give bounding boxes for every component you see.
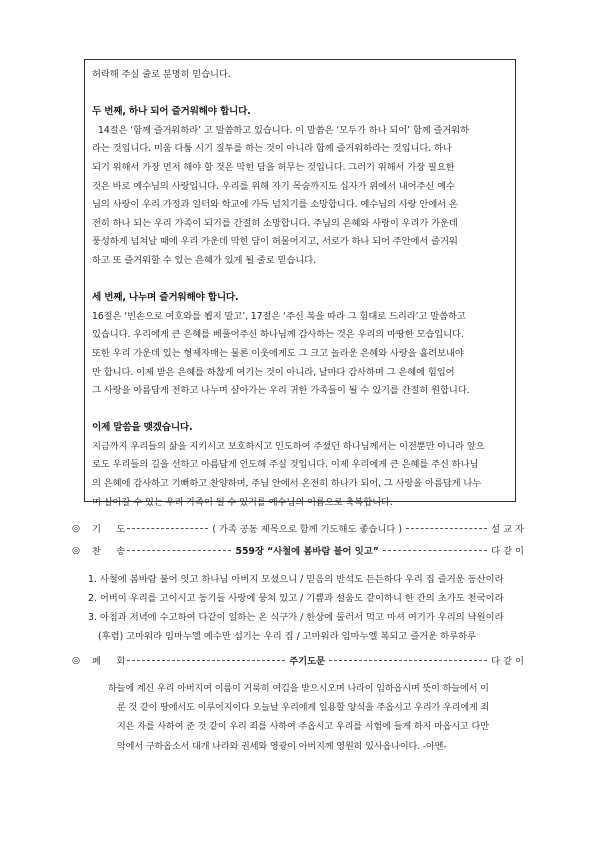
order-hymn-label: 찬 송 xyxy=(92,546,126,557)
closing-line: 로도 우리들의 길을 선하고 아름답게 인도해 주실 것입니다. 이제 우리에게 큰 은혜를 주신 하나님 xyxy=(92,459,479,471)
order-closing-title: 주기도문 xyxy=(289,656,326,667)
section3-line: 그 사랑을 아름답게 전하고 나누며 살아가는 우리 귀한 가족들이 될 수 있기를 간절히 원합니다. xyxy=(92,385,470,397)
order-prayer-note: ( 가족 공동 제목으로 함께 기도해도 좋습니다 ) xyxy=(212,524,402,535)
section2-line: 님의 사랑이 우리 가정과 일터와 학교에 가득 넘치기를 소망합니다. 예수님의 사랑 안에서 온 xyxy=(92,199,458,211)
leader-line xyxy=(125,653,489,667)
order-hymn-title: 559장 “사철에 봄바람 불어 잇고” xyxy=(235,546,379,557)
lords-prayer-line: 하늘에 계신 우리 아버지여 이름이 거룩히 여김을 받으시오며 나라이 임하옵시며 뜻이 하늘에서 이 xyxy=(108,684,489,694)
section2-line: 풍성하게 넘쳐날 때에 우리 가운데 막힌 담이 허물어지고, 서로가 하나 되어 주안에서 즐거워 xyxy=(92,236,458,248)
order-prayer-row xyxy=(72,520,524,536)
lords-prayer xyxy=(108,680,520,757)
closing-line: 의 은혜에 감사하고 기뻐하고 찬양하며, 주님 안에서 온전히 하나가 되어, 그 사랑을 아름답게 나누 xyxy=(92,478,482,490)
order-closing-leader: 다 같 이 xyxy=(491,656,524,667)
order-bullet: ◎ xyxy=(72,544,81,556)
hymn-lyrics xyxy=(88,570,528,646)
section2-line: 하고 또 즐거워할 수 있는 은혜가 있게 될 줄로 믿습니다. xyxy=(92,254,316,266)
order-hymn-leader: 다 같 이 xyxy=(491,546,524,557)
leader-line xyxy=(125,543,489,557)
hymn-verse: 1. 사철에 봄바람 불어 잇고 하나님 아버지 모셨으니 / 믿음의 반석도 든든하다 우리 집 즐거운 동산이라 xyxy=(88,574,504,585)
section3-line: 16절은 ‘빈손으로 여호와를 뵙지 말고’, 17절은 ‘주신 복을 따라 그 힘대로 드리라’고 말씀하고 xyxy=(92,310,466,322)
lords-prayer-line: 악에서 구하옵소서 대개 나라와 권세와 영광이 아버지께 영원히 있사옵나이다. -아멘- xyxy=(117,741,447,752)
section3-line: 또한 우리 가운데 있는 형제자매는 물론 이웃에게도 그 크고 놀라운 은혜와 사랑을 흘려보내야 xyxy=(92,347,464,359)
closing-heading: 이제 말씀을 맺겠습니다. xyxy=(92,422,193,434)
order-hymn-row xyxy=(72,542,524,558)
sermon-box xyxy=(84,59,516,508)
section3-heading: 세 번째, 나누며 즐거워해야 합니다. xyxy=(92,292,239,304)
sermon-intro-tail: 허락해 주실 줄로 분명히 믿습니다. xyxy=(92,69,231,80)
lords-prayer-line: 지은 자를 사하여 준 것 같이 우리 죄를 사하여 주옵시고 우리를 시험에 들게 하지 마옵시고 다만 xyxy=(117,722,489,733)
order-bullet: ◎ xyxy=(72,522,81,534)
section2-line: 전히 하나 되는 우리 가족이 되기를 간절히 소망합니다. 주님의 은혜와 사랑이 우리가 가운데 xyxy=(92,217,458,229)
order-closing-label: 폐 회 xyxy=(92,656,126,667)
section2-line: 되기 위해서 가장 먼저 해야 할 것은 막힌 담을 허무는 것입니다. 그러기 위해서 가장 필요한 xyxy=(92,161,455,173)
closing-line: 며 살아갈 수 있는 우리 가족이 될 수 있기를 예수님의 이름으로 축복합니다. xyxy=(92,496,393,508)
hymn-verse: 2. 어버이 우리를 고이시고 동기들 사랑에 뭉쳐 있고 / 기쁨과 설움도 같이하니 한 간의 초가도 천국이라 xyxy=(88,593,504,604)
order-prayer-leader: 설 교 자 xyxy=(491,524,524,535)
section3-line: 만 합니다. 이제 받은 은혜를 하찮게 여기는 것이 아니라, 날마다 감사하며 그 은혜에 힘입어 xyxy=(92,366,455,378)
order-prayer-label: 기 도 xyxy=(92,524,126,535)
leader-line xyxy=(125,521,489,535)
section2-line: 14절은 ‘함께 즐거워하라’ 고 말씀하고 있습니다. 이 말씀은 ‘모두가 하나 되어’ 함께 즐거워하 xyxy=(98,124,469,136)
order-bullet: ◎ xyxy=(72,654,81,666)
order-closing-row xyxy=(72,652,524,668)
lords-prayer-line: 룬 것 같이 땅에서도 이루어지이다 오늘날 우리에게 일용할 양식을 주옵시고 우리가 우리에게 죄 xyxy=(117,703,490,714)
hymn-verse: 3. 아침과 저녁에 수고하여 다같이 일하는 온 식구가 / 한상에 둘러서 먹고 마셔 여기가 우리의 낙원이라 xyxy=(88,612,504,623)
section2-line: 라는 것입니다. 미움 다툼 시기 질투를 하는 것이 아니라 함께 즐거워하라는 것입니다. 하나 xyxy=(92,143,452,155)
section3-line: 있습니다. 우리에게 큰 은혜를 베풀어주신 하나님께 감사하는 것은 우리의 마땅한 모습입니다. xyxy=(92,329,464,341)
section2-heading: 두 번째, 하나 되어 즐거워해야 합니다. xyxy=(92,106,251,118)
closing-line: 지금까지 우리들의 삶을 지키시고 보호하시고 인도하여 주셨던 하나님께서는 이전뿐만 아니라 앞으 xyxy=(92,440,485,452)
section2-line: 것은 바로 예수님의 사랑입니다. 우리를 위해 자기 목숨까지도 십자가 위에서 내어주신 예수 xyxy=(92,180,455,192)
hymn-refrain: (후렴) 고마워라 임마누엘 예수만 섬기는 우리 집 / 고마워라 임마누엘 복되고 즐거운 하루하루 xyxy=(98,631,477,642)
